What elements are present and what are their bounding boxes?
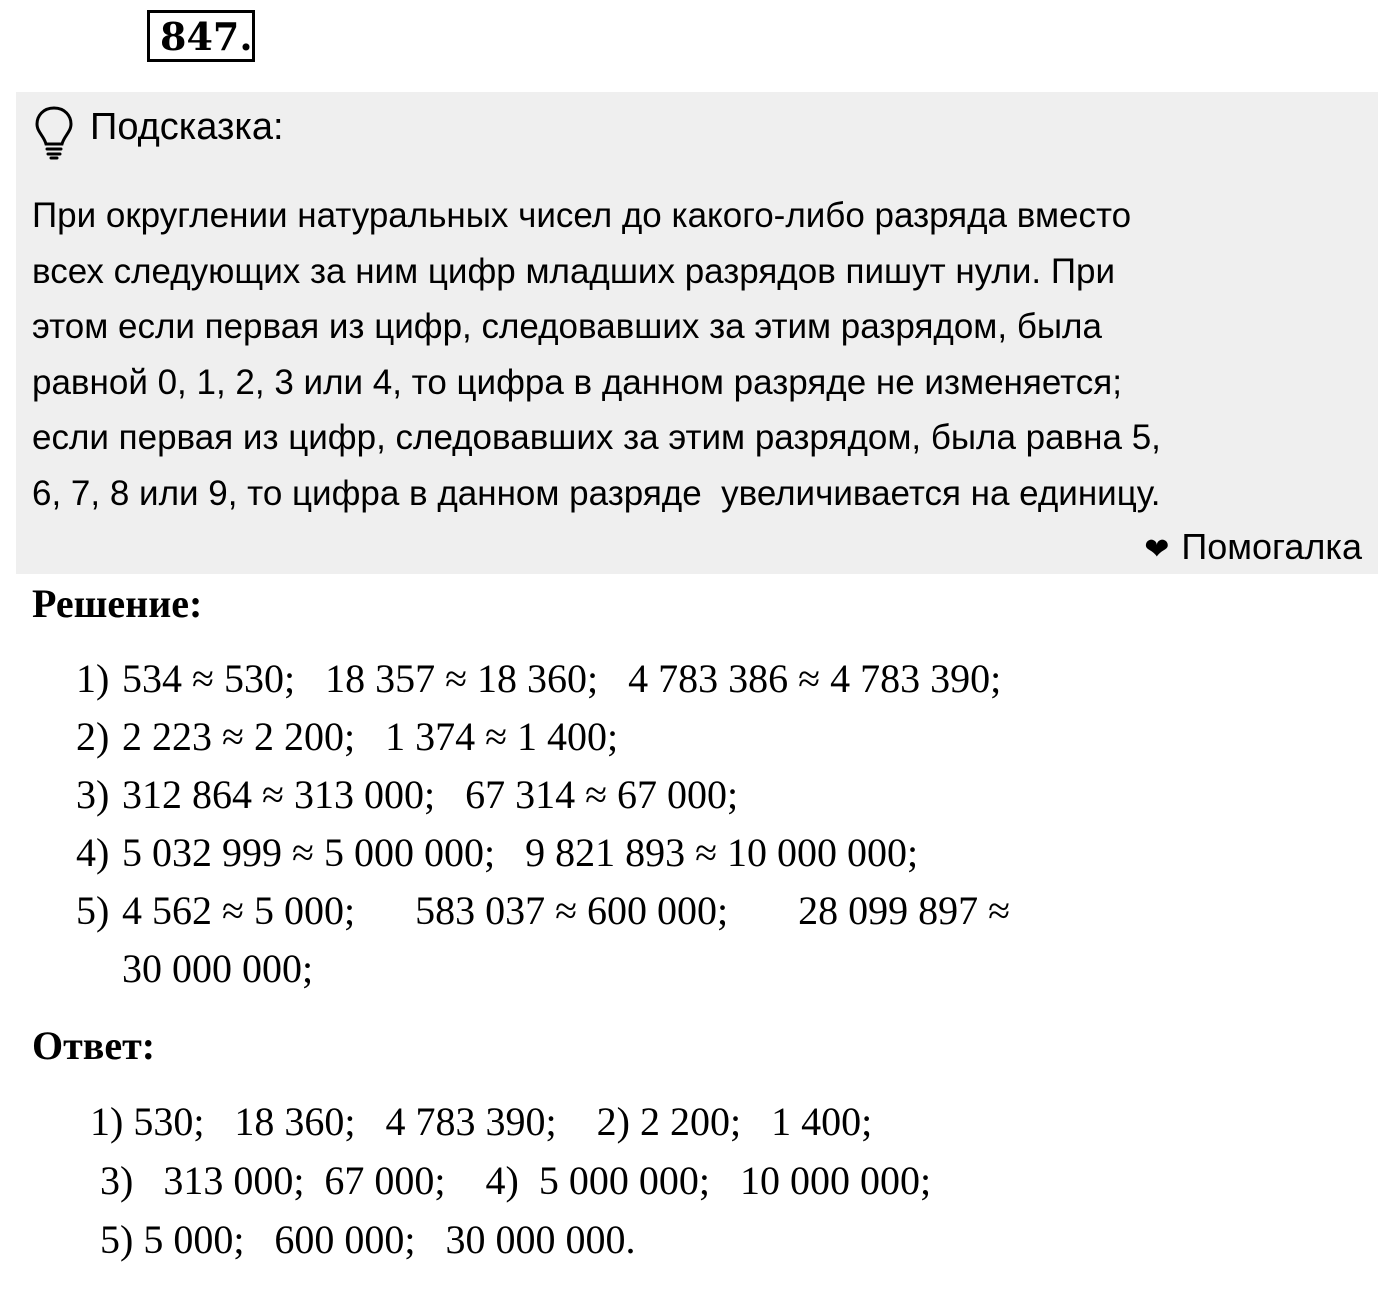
solution-line-text: 2 223 ≈ 2 200; 1 374 ≈ 1 400; (122, 714, 619, 759)
solution-line-text: 5 032 999 ≈ 5 000 000; 9 821 893 ≈ 10 000 000; (122, 830, 919, 875)
solution-line-number: 1) (76, 656, 110, 701)
hint-title: Подсказка: (90, 106, 284, 148)
solution-line-number: 2) (76, 714, 110, 759)
answer-heading: Ответ: (32, 1023, 156, 1068)
heart-icon: ❤ (1144, 533, 1170, 566)
solution-line-text: 312 864 ≈ 313 000; 67 314 ≈ 67 000; (122, 772, 739, 817)
answer-line: 3) 313 000; 67 000; 4) 5 000 000; 10 000 000; (90, 1158, 932, 1203)
solution-line-number: 5) (76, 888, 110, 933)
solution-line-text: 30 000 000; (122, 946, 314, 991)
solution-heading: Решение: (32, 581, 203, 626)
solution-line-text: 4 562 ≈ 5 000; 583 037 ≈ 600 000; 28 099 897 ≈ (122, 888, 1011, 933)
brand-name: Помогалка (1181, 526, 1362, 567)
lightbulb-icon (34, 105, 74, 161)
answer-line: 1) 530; 18 360; 4 783 390; 2) 2 200; 1 400; (90, 1099, 873, 1144)
hint-box (16, 92, 1378, 574)
answer-lines (90, 1092, 931, 1269)
answer-line: 5) 5 000; 600 000; 30 000 000. (90, 1217, 636, 1262)
solution-line-number: 3) (76, 772, 110, 817)
hint-text: При округлении натуральных чисел до какого-либо разряда вместо всех следующих за ним цифр младших разрядов пишут нули. При этом если первая из цифр, следовавших за этим разрядом, была равной 0, 1, 2, 3 или 4, то цифра в данном разряде не изменяется; если первая из цифр, следовавших за этим разрядом, была равна 5, 6, 7, 8 или 9, то цифра в данном разряде увеличивается на единицу. (32, 196, 1161, 513)
task-number: 847. (147, 10, 255, 62)
solution-line-number: 4) (76, 830, 110, 875)
solution-line-text: 534 ≈ 530; 18 357 ≈ 18 360; 4 783 386 ≈ 4 783 390; (122, 656, 1002, 701)
brand-label (1144, 525, 1362, 572)
